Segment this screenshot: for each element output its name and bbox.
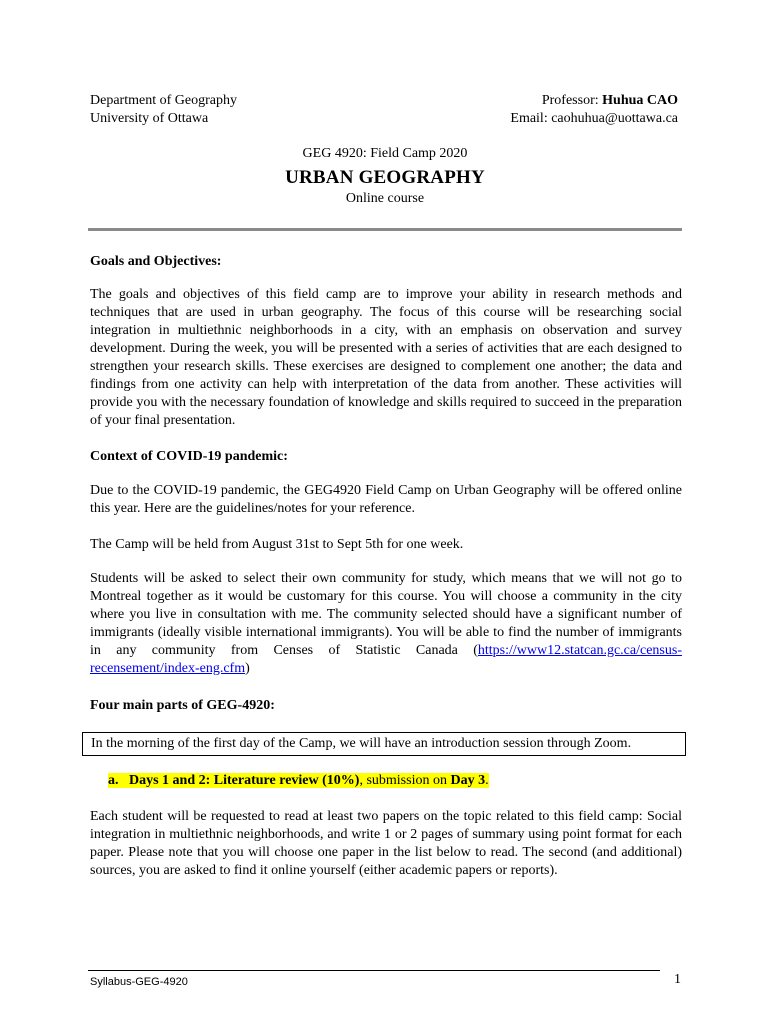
goals-body <box>90 286 682 430</box>
covid-para-1 <box>90 482 682 518</box>
covid-paragraph-2: The Camp will be held from August 31st to Sept 5th for one week. <box>90 537 464 552</box>
professor-line <box>510 92 678 110</box>
item-a-end: . <box>485 773 489 788</box>
item-a-percent: (10%) <box>322 773 360 788</box>
item-a-title <box>108 772 668 790</box>
covid-paragraph-3 <box>90 570 682 678</box>
course-title: URBAN GEOGRAPHY <box>285 167 485 188</box>
parts-heading: Four main parts of GEG-4920: <box>90 698 275 713</box>
professor-label: Professor: <box>541 93 603 108</box>
covid-para-2 <box>90 536 682 554</box>
covid-paragraph-3-end: ) <box>245 661 250 676</box>
item-a-mid: , submission on <box>359 773 451 788</box>
footer-label: Syllabus-GEG-4920 <box>90 976 188 988</box>
department-name: Department of Geography <box>90 93 237 108</box>
covid-heading: Context of COVID-19 pandemic: <box>90 449 288 464</box>
item-a-paragraph: Each student will be requested to read at least two papers on the topic related to this field camp: Social integration in multiethnic neighborhoods, and write 1 or 2 pages of summary using point format for each paper. Please note that you will choose one paper in the list below to read. The second (and additional) sources, you are asked to find it online yourself (either academic papers or reports). <box>90 809 682 878</box>
item-a-marker: a. <box>108 773 119 788</box>
page-number: 1 <box>674 972 681 987</box>
footer-divider <box>88 970 660 971</box>
department-block <box>90 92 237 128</box>
goals-heading: Goals and Objectives: <box>90 254 222 269</box>
item-a-body <box>90 808 682 880</box>
item-a-day: Day 3 <box>450 773 486 788</box>
item-a-highlight <box>108 773 489 788</box>
statcan-link[interactable]: https://www12.statcan.gc.ca/census-recensement/index-eng.cfm <box>90 643 682 676</box>
professor-email: Email: caohuhua@uottawa.ca <box>510 111 678 126</box>
goals-paragraph: The goals and objectives of this field camp are to improve your ability in research methods and techniques that are used in urban geography. The focus of this course will be researching social integration in multiethnic neighborhoods in a city, with an emphasis on observation and survey development. During the week, you will be presented with a series of activities that are each designed to strengthen your research skills. These exercises are designed to complement one another; the data and findings from one activity can help with interpretation of the data from another. These activities will provide you with the necessary foundation of knowledge and skills required to succeed in the preparation of your final presentation. <box>90 287 682 428</box>
course-code: GEG 4920: Field Camp 2020 <box>302 146 468 161</box>
course-subtitle: Online course <box>345 191 425 206</box>
covid-paragraph-1: Due to the COVID-19 pandemic, the GEG4920 Field Camp on Urban Geography will be offered online this year. Here are the guidelines/notes for your reference. <box>90 483 682 516</box>
covid-paragraph-3-text: Students will be asked to select their own community for study, which means that we will not go to Montreal together as it would be customary for this course. You will choose a community in the city where you live in consultation with me. The community selected should have a significant number of immigrants (ideally visible international immigrants). You will be able to find the number of immigrants in any community from Censes of Statistic Canada ( <box>90 571 682 658</box>
professor-name: Huhua CAO <box>602 93 678 108</box>
covid-para-3 <box>90 570 682 678</box>
title-divider <box>88 228 682 231</box>
university-name: University of Ottawa <box>90 111 209 126</box>
item-a-label: Days 1 and 2: Literature review <box>129 773 319 788</box>
professor-block <box>510 92 678 128</box>
intro-session-note: In the morning of the first day of the Camp, we will have an introduction session through Zoom. <box>82 732 686 756</box>
